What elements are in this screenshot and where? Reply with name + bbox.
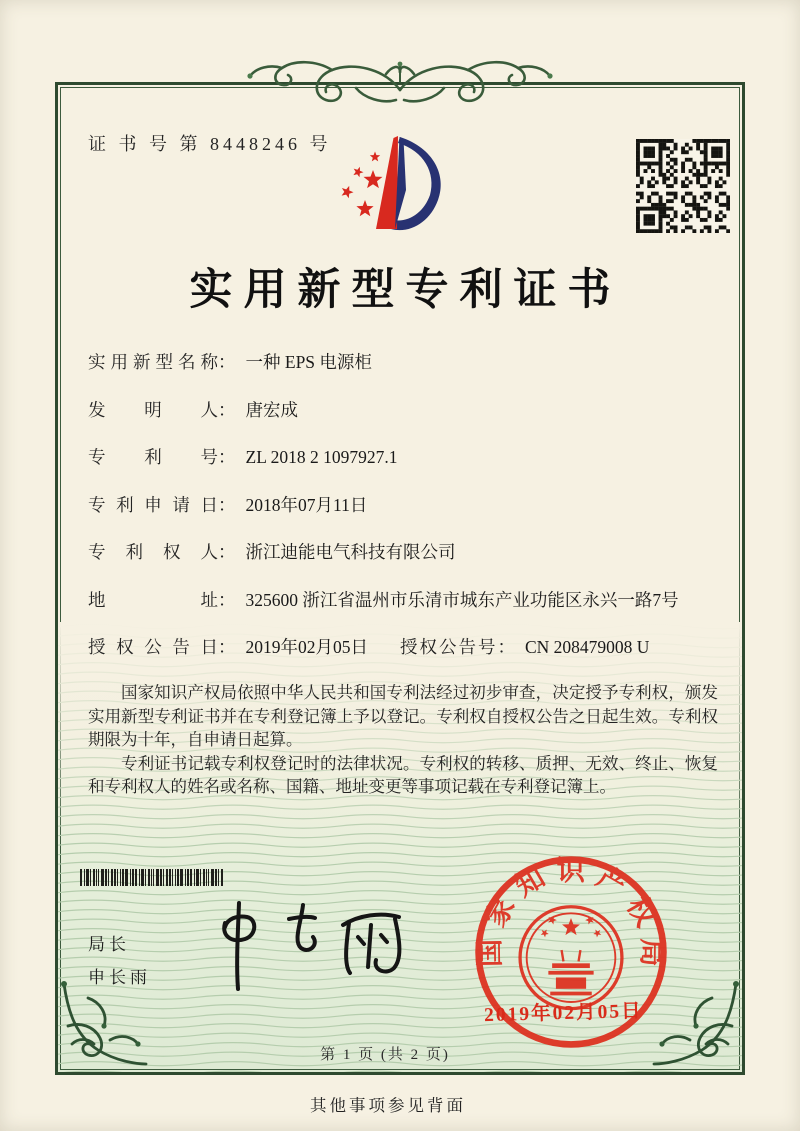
- field-row-filing-date: 专利申请日： 2018年07月11日: [88, 494, 368, 515]
- field-label: 专利权人: [88, 542, 218, 562]
- cnipa-logo-icon: [320, 128, 480, 238]
- field-value: 2018年07月11日: [245, 494, 368, 515]
- back-side-note: 其他事项参见背面: [310, 1096, 466, 1115]
- field-label: 实用新型名称: [88, 352, 218, 372]
- field-value: 2019年02月05日: [245, 637, 368, 657]
- handwritten-signature-icon: [205, 893, 420, 998]
- field-value: 325600 浙江省温州市乐清市城东产业功能区永兴一路7号: [245, 589, 679, 610]
- corner-scroll-ornament: [58, 978, 150, 1070]
- field-row-name: 实用新型名称： 一种 EPS 电源柜: [88, 352, 372, 372]
- qr-code-icon: [636, 139, 730, 233]
- signer-title: 局长: [88, 935, 130, 954]
- field-row-address: 地址： 325600 浙江省温州市乐清市城东产业功能区永兴一路7号: [88, 589, 679, 610]
- field-label: 专利号: [88, 447, 218, 467]
- field-value: CN 208479008 U: [525, 637, 650, 657]
- field-value: ZL 2018 2 1097927.1: [245, 447, 398, 467]
- legal-text: [88, 681, 718, 799]
- barcode-icon: [80, 869, 225, 886]
- svg-text:国家知识产权局: [474, 855, 667, 967]
- field-row-grant: 授权公告日： 2019年02月05日 授权公告号： CN 208479008 U: [88, 637, 650, 657]
- signer-name: 申长雨: [88, 968, 151, 987]
- field-value: 唐宏成: [245, 399, 298, 420]
- certificate-title: 实用新型专利证书: [189, 267, 622, 314]
- field-label: 授权公告号: [400, 637, 498, 657]
- field-value: 浙江迪能电气科技有限公司: [245, 542, 456, 562]
- field-row-inventor: 发明人： 唐宏成: [88, 399, 298, 420]
- top-flourish-ornament: [236, 52, 564, 112]
- seal-text: 国家知识产权局: [475, 856, 667, 968]
- legal-paragraph-1: 国家知识产权局依照中华人民共和国专利法经过初步审查，决定授予专利权，颁发实用新型专利证书并在专利登记簿上予以登记。专利权自授权公告之日起生效。专利权期限为十年，自申请日起算。: [88, 683, 718, 749]
- field-row-patentee: 专利权人： 浙江迪能电气科技有限公司: [88, 542, 456, 562]
- field-label: 发明人: [88, 399, 218, 420]
- field-label: 地址: [88, 589, 218, 610]
- page-number: 第 1 页 (共 2 页): [320, 1047, 450, 1063]
- field-value: 一种 EPS 电源柜: [245, 352, 372, 372]
- field-label: 授权公告日: [88, 637, 218, 657]
- certificate-number: 证 书 号 第 8448246 号: [88, 134, 332, 154]
- certificate-fields: [88, 351, 724, 684]
- field-label: 专利申请日: [88, 494, 218, 515]
- legal-paragraph-2: 专利证书记载专利权登记时的法律状况。专利权的转移、质押、无效、终止、恢复和专利权人的姓名或名称、国籍、地址变更等事项记载在专利登记簿上。: [88, 753, 718, 796]
- seal-date: 2019年02月05日: [483, 1000, 643, 1027]
- grant-publication-no: 授权公告号： CN 208479008 U: [400, 637, 650, 657]
- field-row-patent-no: 专利号： ZL 2018 2 1097927.1: [88, 447, 398, 467]
